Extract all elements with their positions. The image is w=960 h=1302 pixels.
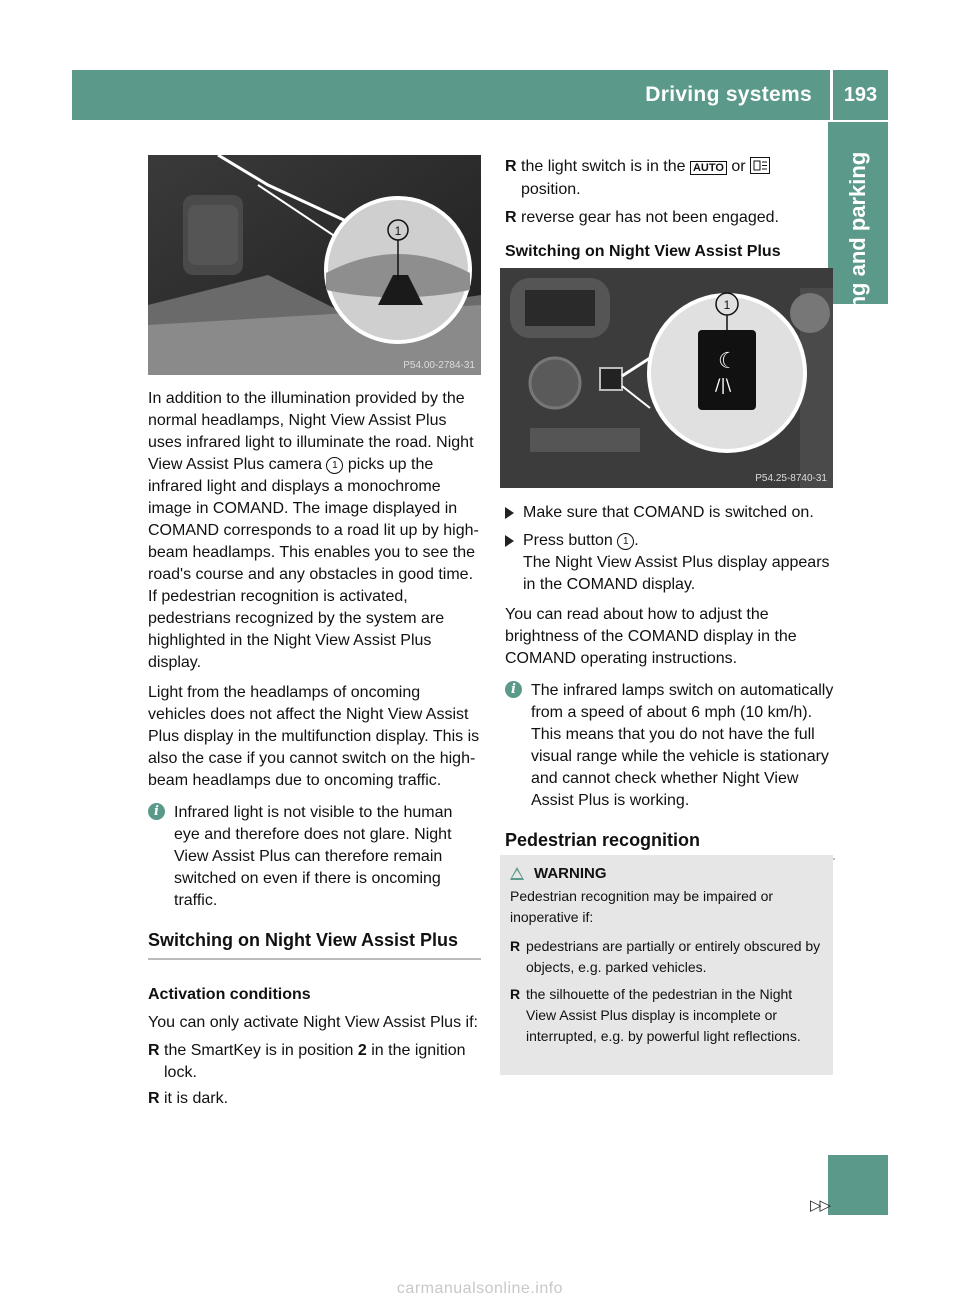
paragraph: Light from the headlamps of oncoming vehicles does not affect the Night View Assist Plus display in the multifunction display. This is also the case if you cannot switch on the high-beam headlamps due to oncoming traffic. (148, 684, 480, 789)
warning-box (500, 855, 833, 1075)
info-note: i Infrared light is not visible to the human eye and therefore does not glare. Night View Assist Plus can therefore remain switched on even if there is oncoming traffic. (148, 802, 481, 912)
bullet-icon: R (148, 1090, 160, 1107)
list-item: R the light switch is in the AUTO or position. (505, 156, 833, 201)
callout-1-icon: 1 (617, 533, 634, 550)
auto-light-icon: AUTO (690, 161, 727, 175)
list-item: R it is dark. (148, 1088, 481, 1110)
bullet-icon: R (148, 1042, 160, 1059)
chapter-tab-label: Driving and parking (845, 151, 870, 359)
bullet-icon: R (510, 938, 521, 954)
section-heading: Pedestrian recognition (505, 828, 835, 860)
bullet-icon: R (505, 158, 517, 175)
list-item: R pedestrians are partially or entirely obscured by objects, e.g. parked vehicles. (510, 938, 821, 975)
info-icon: i (505, 681, 522, 698)
camera-illustration (148, 155, 481, 375)
info-note: i The infrared lamps switch on automatically from a speed of about 6 mph (10 km/h). This means that you do not have the full visual range while the vehicle is stationary and cannot check whether Night View Assist Plus is working. (505, 680, 835, 812)
paragraph: You can read about how to adjust the brightness of the COMAND display in the COMAND operating instructions. (505, 606, 797, 667)
svg-text:☾: ☾ (718, 349, 738, 374)
chapter-marker (828, 1155, 888, 1215)
action-arrow-icon (505, 535, 514, 547)
continue-marker: ▷▷ (810, 1197, 830, 1214)
section-heading: Switching on Night View Assist Plus (148, 928, 481, 960)
watermark: carmanualsonline.info (396, 1280, 564, 1297)
header-bar (72, 70, 888, 120)
high-beam-icon (750, 157, 770, 174)
subheading: Activation conditions (148, 986, 311, 1003)
warning-icon (510, 867, 524, 880)
svg-text:1: 1 (723, 298, 731, 312)
camera-figure (148, 155, 481, 375)
right-column (505, 502, 835, 860)
action-step: Make sure that COMAND is switched on. (505, 502, 835, 524)
section-title: Driving systems (645, 83, 812, 106)
list-item: R the SmartKey is in position 2 in the ignition lock. (148, 1042, 466, 1081)
action-step: Press button 1 . The Night View Assist Plus display appears in the COMAND display. (505, 530, 835, 596)
warning-intro: Pedestrian recognition may be impaired or inoperative if: (510, 888, 774, 925)
info-icon: i (148, 803, 165, 820)
figure-code: P54.00-2784-31 (403, 360, 475, 371)
paragraph: You can only activate Night View Assist Plus if: (148, 1014, 478, 1031)
warning-header: WARNING (510, 865, 823, 882)
left-column (148, 388, 481, 1110)
svg-text:/|\: /|\ (715, 375, 732, 394)
action-arrow-icon (505, 507, 514, 519)
button-illustration (500, 268, 833, 488)
list-item: R the silhouette of the pedestrian in the Night View Assist Plus display is incomplete or interrupted, e.g. by powerful light reflections. (510, 986, 801, 1044)
bullet-icon: R (505, 209, 517, 226)
button-figure (500, 268, 833, 488)
page-number: 193 (843, 83, 878, 106)
bullet-icon: R (510, 986, 521, 1002)
paragraph: In addition to the illumination provided by the normal headlamps, Night View Assist Plus uses infrared light to illuminate the road. Night View Assist Plus camera 1 picks up the infrared light and displays a monochrome image in COMAND. The image displayed in COMAND corresponds to a road lit up by high-beam headlamps. This enables you to see the road's course and any obstacles in good time. If pedestrian recognition is activated, pedestrians recognized by the system are highlighted in the Night View Assist Plus display. (148, 390, 479, 671)
list-item: R reverse gear has not been engaged. (505, 207, 833, 229)
svg-text:1: 1 (394, 224, 402, 238)
figure-code: P54.25-8740-31 (755, 473, 827, 484)
section-heading: Switching on Night View Assist Plus (505, 243, 781, 260)
callout-1-icon: 1 (326, 457, 343, 474)
right-column-top (505, 156, 833, 263)
